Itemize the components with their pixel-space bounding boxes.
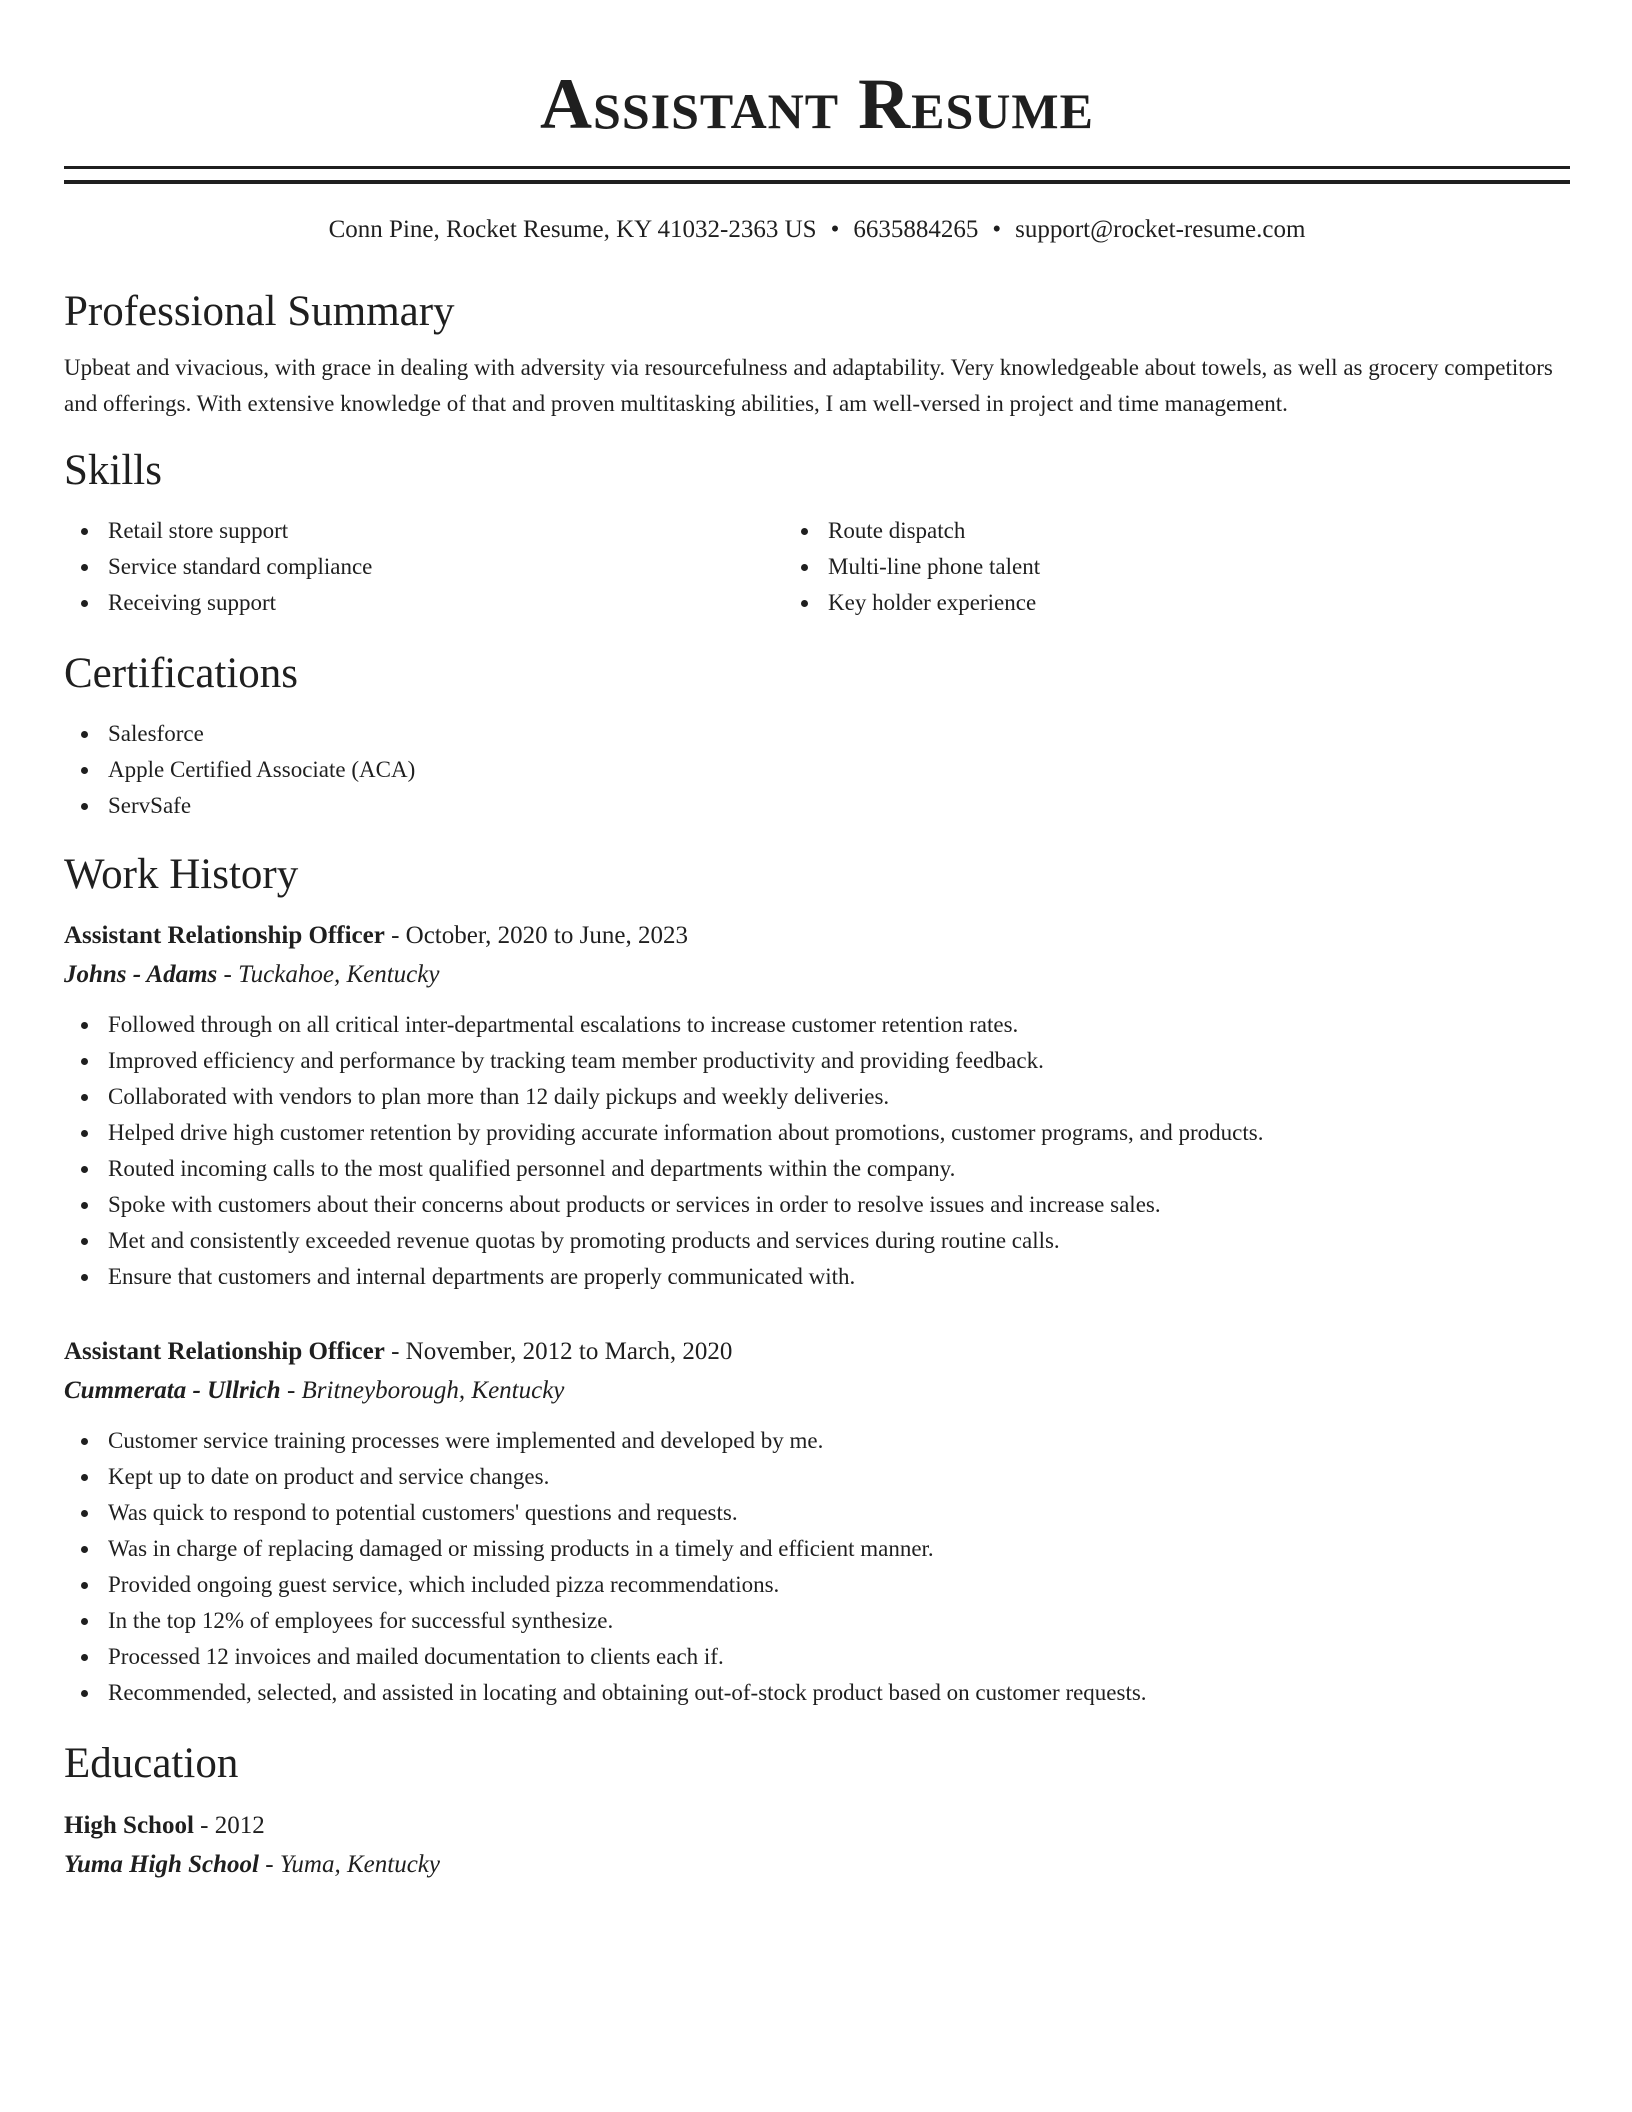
resume-content bbox=[64, 58, 1570, 1885]
skill-item: Service standard compliance bbox=[108, 549, 784, 585]
contact-address: Conn Pine, Rocket Resume, KY 41032-2363 US bbox=[328, 216, 817, 243]
job-company: Cummerata - Ullrich bbox=[64, 1377, 281, 1404]
section-heading-certifications: Certifications bbox=[64, 650, 299, 697]
job-duty-item: Processed 12 invoices and mailed documentation to clients each if. bbox=[108, 1639, 1570, 1675]
education-dash: - bbox=[193, 1812, 215, 1839]
job-title: Assistant Relationship Officer bbox=[64, 1338, 385, 1365]
job-dash: - bbox=[217, 961, 239, 988]
certifications-list bbox=[64, 716, 1570, 824]
job-dates: November, 2012 to March, 2020 bbox=[405, 1338, 733, 1365]
contact-line bbox=[64, 213, 1570, 247]
job-duties-list bbox=[64, 1423, 1570, 1711]
job-duty-item: Provided ongoing guest service, which included pizza recommendations. bbox=[108, 1567, 1570, 1603]
job-duty-item: Improved efficiency and performance by tracking team member productivity and providing feedback. bbox=[108, 1043, 1570, 1079]
job-duty-item: Was in charge of replacing damaged or missing products in a timely and efficient manner. bbox=[108, 1531, 1570, 1567]
summary-text: Upbeat and vivacious, with grace in dealing with adversity via resourcefulness and adaptability. Very knowledgeable about towels, as well as grocery competitors and offerings. With extensive knowledge of that and proven multitasking abilities, I am well-versed in project and time management. bbox=[64, 355, 1553, 416]
skill-item: Route dispatch bbox=[828, 513, 1570, 549]
education-header bbox=[64, 1807, 1570, 1845]
job-employer-line bbox=[64, 955, 1570, 995]
job-duty-item: Spoke with customers about their concerns about products or services in order to resolve issues and increase sales. bbox=[108, 1187, 1570, 1223]
job-dash: - bbox=[280, 1377, 302, 1404]
certification-item: Apple Certified Associate (ACA) bbox=[108, 752, 1570, 788]
job-location: Britneyborough, Kentucky bbox=[301, 1377, 565, 1404]
job-duty-item: Customer service training processes were implemented and developed by me. bbox=[108, 1423, 1570, 1459]
job-duty-item: Was quick to respond to potential customers' questions and requests. bbox=[108, 1495, 1570, 1531]
contact-separator: • bbox=[992, 216, 1002, 243]
title-double-rule bbox=[64, 166, 1570, 184]
resume-title: Assistant Resume bbox=[540, 64, 1094, 144]
job-duty-item: Kept up to date on product and service changes. bbox=[108, 1459, 1570, 1495]
job-company: Johns - Adams bbox=[64, 961, 218, 988]
skills-grid bbox=[64, 513, 1570, 621]
job-duty-item: Helped drive high customer retention by providing accurate information about promotions, customer programs, and products. bbox=[108, 1115, 1570, 1151]
job-duty-item: Met and consistently exceeded revenue quotas by promoting products and services during routine calls. bbox=[108, 1223, 1570, 1259]
education-year: 2012 bbox=[214, 1812, 265, 1839]
education-location: Yuma, Kentucky bbox=[279, 1851, 440, 1878]
education-school-line bbox=[64, 1845, 1570, 1885]
job-employer-line bbox=[64, 1371, 1570, 1411]
job-duty-item: Recommended, selected, and assisted in locating and obtaining out-of-stock product based on customer requests. bbox=[108, 1675, 1570, 1711]
job-title: Assistant Relationship Officer bbox=[64, 922, 385, 949]
job-dash: - bbox=[384, 922, 406, 949]
job-dash: - bbox=[384, 1338, 406, 1365]
section-heading-summary: Professional Summary bbox=[64, 288, 455, 335]
skills-list-right bbox=[784, 513, 1570, 621]
skill-item: Key holder experience bbox=[828, 585, 1570, 621]
job-header bbox=[64, 1333, 1570, 1371]
job-duty-item: Routed incoming calls to the most qualified personnel and departments within the company. bbox=[108, 1151, 1570, 1187]
job-duty-item: Collaborated with vendors to plan more than 12 daily pickups and weekly deliveries. bbox=[108, 1079, 1570, 1115]
job-duty-item: Followed through on all critical inter-departmental escalations to increase customer retention rates. bbox=[108, 1007, 1570, 1043]
job-dates: October, 2020 to June, 2023 bbox=[405, 922, 688, 949]
contact-email: support@rocket-resume.com bbox=[1015, 216, 1306, 243]
contact-separator: • bbox=[830, 216, 840, 243]
section-heading-work-history: Work History bbox=[64, 851, 299, 898]
skills-list-left bbox=[64, 513, 784, 621]
education-school: Yuma High School bbox=[64, 1851, 259, 1878]
job-duty-item: Ensure that customers and internal departments are properly communicated with. bbox=[108, 1259, 1570, 1295]
education-dash: - bbox=[258, 1851, 280, 1878]
contact-phone: 6635884265 bbox=[853, 216, 979, 243]
skill-item: Multi-line phone talent bbox=[828, 549, 1570, 585]
certification-item: Salesforce bbox=[108, 716, 1570, 752]
education-entry bbox=[64, 1807, 1570, 1885]
skill-item: Receiving support bbox=[108, 585, 784, 621]
skill-item: Retail store support bbox=[108, 513, 784, 549]
section-heading-skills: Skills bbox=[64, 447, 162, 494]
certification-item: ServSafe bbox=[108, 788, 1570, 824]
section-heading-education: Education bbox=[64, 1740, 239, 1787]
job-entry bbox=[64, 917, 1570, 1295]
job-duties-list bbox=[64, 1007, 1570, 1295]
education-degree: High School bbox=[64, 1812, 194, 1839]
job-location: Tuckahoe, Kentucky bbox=[238, 961, 440, 988]
job-duty-item: In the top 12% of employees for successful synthesize. bbox=[108, 1603, 1570, 1639]
job-header bbox=[64, 917, 1570, 955]
job-entry bbox=[64, 1333, 1570, 1711]
